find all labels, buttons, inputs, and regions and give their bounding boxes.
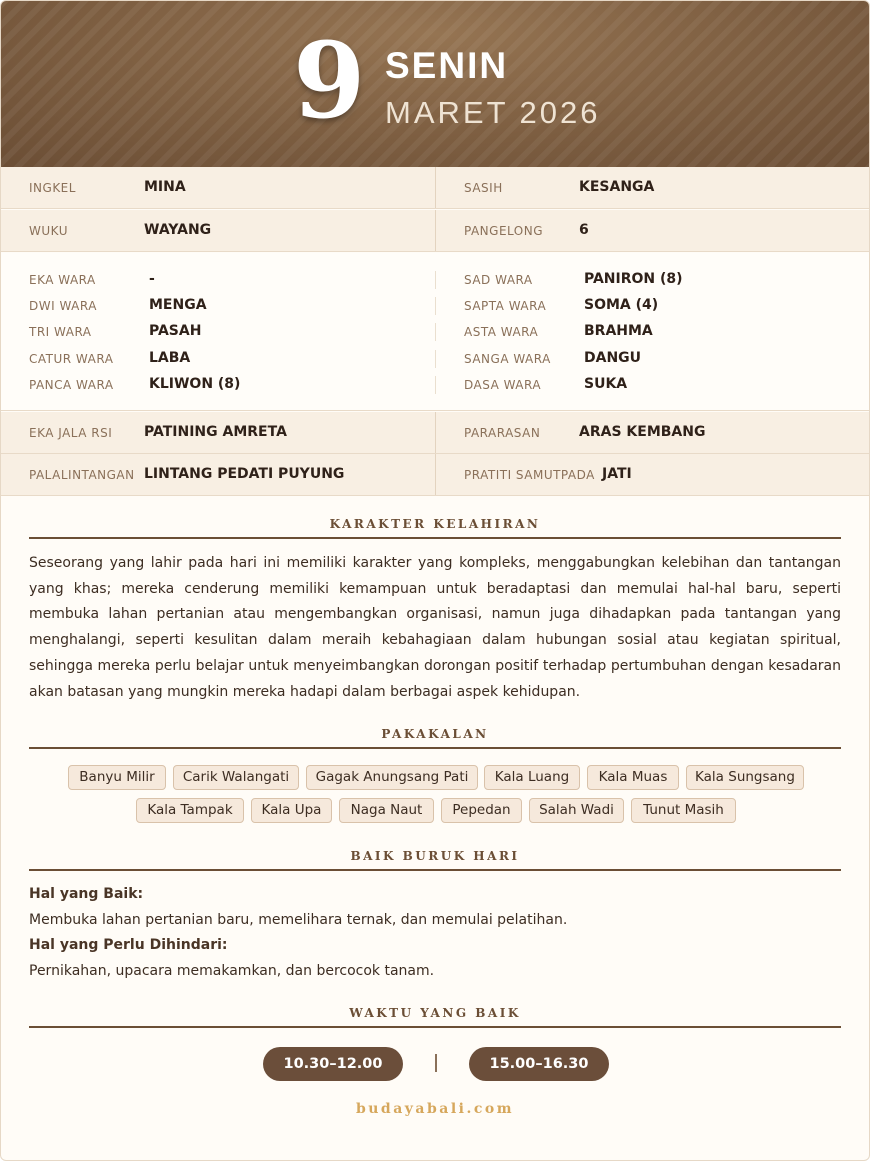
- row-divider: [435, 454, 436, 495]
- sasih-label: SASIH: [464, 181, 503, 195]
- pakakalan-chip: Carik Walangati: [173, 765, 299, 790]
- pakakalan-chip: Pepedan: [441, 798, 522, 823]
- date-header: [1, 1, 869, 167]
- sapta-wara-value: SOMA (4): [584, 297, 659, 313]
- pakakalan-chip: Salah Wadi: [529, 798, 624, 823]
- karakter-text: Seseorang yang lahir pada hari ini memiliki karakter yang kompleks, menggabungkan kelebihan dan tantangan yang khas; mereka cenderung memiliki kemampuan untuk beradaptasi dan memulai hal-hal baru, seperti membuka lahan pertanian atau mengembangkan organisasi, namun juga dihadapkan pada tantangan yang menghalangi, seperti kesulitan dalam meraih kebahagiaan dalam hubungan sosial atau kegiatan spiritual, sehingga mereka perlu belajar untuk menyeimbangkan dorongan positif terhadap pertumbuhan dengan kesadaran akan batasan yang mungkin mereka hadapi dalam berbagai aspek kehidupan.: [29, 555, 841, 700]
- row-divider: [435, 210, 436, 251]
- asta-wara-label: ASTA WARA: [464, 325, 539, 339]
- avoid-things-text: Pernikahan, upacara memakamkan, dan bercocok tanam.: [29, 963, 435, 979]
- waktu-title: WAKTU YANG BAIK: [349, 1006, 521, 1020]
- pakakalan-chip: Naga Naut: [339, 798, 434, 823]
- sapta-wara-label: SAPTA WARA: [464, 299, 547, 313]
- dwi-wara-label: DWI WARA: [29, 299, 97, 313]
- day-number: 9: [293, 19, 366, 142]
- ingkel-value: MINA: [144, 179, 186, 195]
- tri-wara-label: TRI WARA: [29, 325, 92, 339]
- info-row-wuku-pangelong: [1, 210, 869, 252]
- column-divider: [435, 271, 436, 289]
- pangelong-value: 6: [579, 222, 589, 238]
- wuku-label: WUKU: [29, 224, 68, 238]
- pakakalan-chip: Gagak Anungsang Pati: [306, 765, 478, 790]
- tri-wara-value: PASAH: [149, 323, 202, 339]
- section-divider: [29, 869, 841, 871]
- karakter-title: KARAKTER KELAHIRAN: [329, 517, 541, 531]
- section-divider: [29, 537, 841, 539]
- pakakalan-chip: Kala Luang: [484, 765, 580, 790]
- palalintangan-value: LINTANG PEDATI PUYUNG: [144, 466, 345, 482]
- dasa-wara-value: SUKA: [584, 376, 628, 392]
- column-divider: [435, 376, 436, 394]
- column-divider: [435, 323, 436, 341]
- panca-wara-label: PANCA WARA: [29, 378, 114, 392]
- pakakalan-chip: Kala Upa: [251, 798, 332, 823]
- ingkel-label: INGKEL: [29, 181, 76, 195]
- catur-wara-value: LABA: [149, 350, 191, 366]
- month-year: MARET 2026: [385, 95, 601, 130]
- sanga-wara-label: SANGA WARA: [464, 352, 551, 366]
- day-name: SENIN: [385, 45, 509, 86]
- column-divider: [435, 350, 436, 368]
- row-divider: [435, 167, 436, 208]
- info-row-ingkel-sasih: [1, 167, 869, 209]
- eka-wara-label: EKA WARA: [29, 273, 96, 287]
- wara-table: [1, 253, 869, 411]
- dwi-wara-value: MENGA: [149, 297, 207, 313]
- eka-wara-value: -: [149, 271, 155, 287]
- info-row-palalintangan: [1, 454, 869, 496]
- pararasan-label: PARARASAN: [464, 426, 541, 440]
- pakakalan-chip: Kala Tampak: [136, 798, 244, 823]
- section-divider: [29, 747, 841, 749]
- pratiti-samutpada-label: PRATITI SAMUTPADA: [464, 468, 595, 482]
- pakakalan-chip: Kala Sungsang: [686, 765, 804, 790]
- palalintangan-label: PALALINTANGAN: [29, 468, 135, 482]
- pararasan-value: ARAS KEMBANG: [579, 424, 706, 440]
- pakakalan-chip: Banyu Milir: [68, 765, 166, 790]
- wuku-value: WAYANG: [144, 222, 212, 238]
- good-things-text: Membuka lahan pertanian baru, memelihara ternak, dan memulai pelatihan.: [29, 912, 568, 928]
- avoid-things-label: Hal yang Perlu Dihindari:: [29, 937, 228, 953]
- time-slot-pill: 15.00–16.30: [469, 1047, 609, 1081]
- time-slot-pill: 10.30–12.00: [263, 1047, 403, 1081]
- sad-wara-value: PANIRON (8): [584, 271, 683, 287]
- pakakalan-chip: Kala Muas: [587, 765, 679, 790]
- baik-buruk-title: BAIK BURUK HARI: [350, 849, 520, 863]
- time-separator: [435, 1054, 437, 1072]
- sasih-value: KESANGA: [579, 179, 655, 195]
- eka-jala-rsi-value: PATINING AMRETA: [144, 424, 287, 440]
- pangelong-label: PANGELONG: [464, 224, 544, 238]
- column-divider: [435, 297, 436, 315]
- panca-wara-value: KLIWON (8): [149, 376, 241, 392]
- eka-jala-rsi-label: EKA JALA RSI: [29, 426, 113, 440]
- pakakalan-chip: Tunut Masih: [631, 798, 736, 823]
- asta-wara-value: BRAHMA: [584, 323, 653, 339]
- sad-wara-label: SAD WARA: [464, 273, 533, 287]
- section-divider: [29, 1026, 841, 1028]
- info-row-eka-jala-rsi: [1, 412, 869, 454]
- good-things-label: Hal yang Baik:: [29, 886, 144, 902]
- pakakalan-title: PAKAKALAN: [381, 727, 489, 741]
- catur-wara-label: CATUR WARA: [29, 352, 114, 366]
- dasa-wara-label: DASA WARA: [464, 378, 542, 392]
- sanga-wara-value: DANGU: [584, 350, 642, 366]
- pratiti-samutpada-value: JATI: [602, 466, 632, 482]
- footer-site: budayabali.com: [355, 1101, 515, 1117]
- row-divider: [435, 412, 436, 453]
